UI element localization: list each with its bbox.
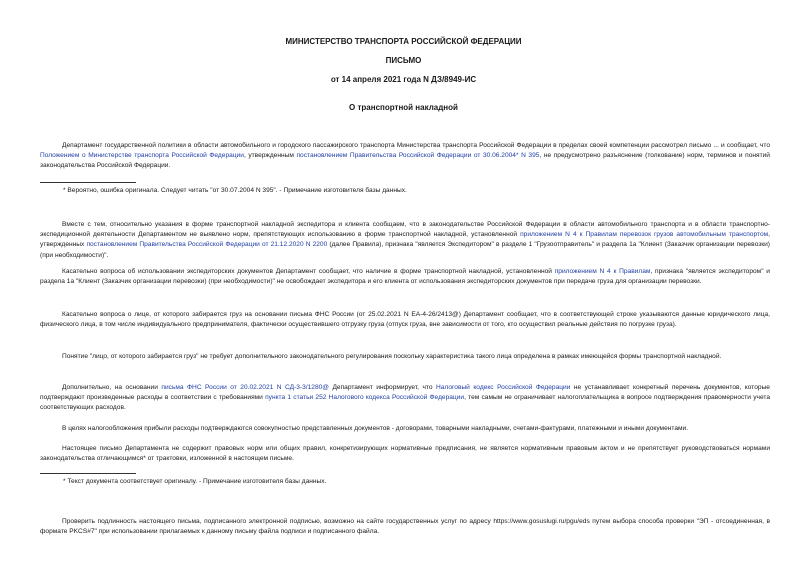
paragraph-7: В целях налогообложения прибыли расходы подтверждаются совокупностью представленных документов - договорами, товарными накладными, счетами-фактурами, платежными и иными документами.: [62, 425, 689, 432]
text-span: Департамент информирует, что: [329, 384, 436, 391]
link-appendix-4[interactable]: приложением N 4 к Правилам: [554, 268, 651, 275]
footnote-2: * Текст документа соответствует оригиналу. - Примечание изготовителя базы данных.: [63, 478, 327, 485]
text-span: , утвержденным: [243, 152, 297, 160]
subject-heading: О транспортной накладной: [349, 103, 458, 112]
paragraph-1: [40, 141, 770, 172]
ministry-heading: МИНИСТЕРСТВО ТРАНСПОРТА РОССИЙСКОЙ ФЕДЕРАЦИИ: [285, 37, 522, 46]
link-decree-2200[interactable]: постановлением Правительства Российской Федерации от 21.12.2020 N 2200: [86, 241, 328, 249]
text-span: , признака "является экспедитором" и раздела 1а "Клиент (Заказчик организации перевозки) (при необходимости)" не освобождает экспедитора и его клиента от использования экспедиторских документов при передаче груза для организации перевозки.: [40, 268, 770, 286]
link-fns-letter[interactable]: письма ФНС России от 20.02.2021 N СД-3-3/1280@: [161, 384, 329, 391]
footnote-rule: [40, 182, 136, 183]
paragraph-6: [40, 383, 770, 414]
doc-type-heading: ПИСЬМО: [385, 56, 422, 65]
paragraph-5: Понятие "лицо, от которого забирается груз" не требует дополнительного законодательного регулирования поскольку характеристика такого лица определена в рамках имеющейся формы транспортной накладной.: [62, 353, 722, 360]
paragraph-2: [40, 220, 770, 261]
text-span: , не предусмотрено разъяснение (толкование) норм, терминов и понятий законодательства Российской Федерации.: [40, 152, 770, 170]
text-span: Касательно вопроса об использовании экспедиторских документов Департамент сообщает, что наличие в форме транспортной накладной, установленной: [62, 268, 555, 275]
link-tax-code-article-252[interactable]: пункта 1 статьи 252 Налогового кодекса Российской Федерации: [265, 394, 465, 402]
link-ministry-regulation[interactable]: Положением о Министерстве транспорта Российской Федерации: [40, 152, 244, 160]
link-decree-395[interactable]: постановлением Правительства Российской Федерации от 30.06.2004* N 395: [296, 152, 540, 160]
footnote-1: * Вероятно, ошибка оригинала. Следует читать "от 30.07.2004 N 395". - Примечание изготовителя базы данных.: [63, 187, 407, 194]
date-number-heading: от 14 апреля 2021 года N ДЗ/8949-ИС: [330, 75, 477, 84]
link-tax-code[interactable]: Налоговый кодекс Российской Федерации: [436, 384, 571, 391]
text-span: Департамент государственной политики в области автомобильного и городского пассажирского транспорта Министерства транспорта Российской Федерации в пределах своей компетенции рассмотрел письмо ... и сообщает, что: [62, 142, 770, 149]
footnote-rule: [40, 473, 136, 474]
text-span: (далее Правила), признака "является Экспедитором" в разделе 1 "Грузоотправитель" и раздела 1а "Клиент (Заказчик организации перевозки) (при необходимости)".: [40, 241, 770, 259]
paragraph-3: [40, 267, 770, 287]
text-span: Вместе с тем, относительно указания в форме транспортной накладной экспедитора и клиента сообщаем, что в законодательстве Российской Федерации в области автомобильного транспорта и в области транспортно-экспедиционной деятельности Департаментом не выявлено норм, препятствующих использованию в форме транспортной накладной, установленной: [40, 221, 770, 239]
text-span: не устанавливает конкретный перечень документов, которые подтверждают произведенные расходы в соответствии с требованиями: [40, 384, 770, 402]
paragraph-9: Проверить подлинность настоящего письма, подписанного электронной подписью, возможно на сайте государственных услуг по адресу https://www.gosuslugi.ru/pgu/eds путем выбора способа проверки "ЭП - отсоединенная, в формате PKCS#7" при использовании прилагаемых к данному письму файла подписи и подписанного файла.: [40, 518, 770, 536]
text-span: , утвержденных: [40, 231, 770, 249]
paragraph-8: Настоящее письмо Департамента не содержит правовых норм или общих правил, конкретизирующих нормативные предписания, не является нормативным правовым актом и не препятствует руководствоваться нормами законодательства отличающимся* от трактовки, изложенной в настоящем письме.: [40, 445, 770, 463]
text-span: , тем самым не ограничивает налогоплательщика в вопросе подтверждения правомерности учета соответствующих расходов.: [40, 394, 771, 412]
paragraph-4: Касательно вопроса о лице, от которого забирается груз на основании письма ФНС России (от 25.02.2021 N ЕА-4-26/2413@) Департамент сообщает, что в соответствующей строке указываются данные юридического лица, физического лица, в том числе индивидуального предпринимателя, фактически осуществившего отгрузку груза (отпуск груза, вне зависимости от того, кто осуществил реальные действия по погрузке груза).: [40, 311, 770, 329]
link-appendix-4-rules[interactable]: приложением N 4 к Правилам перевозок грузов автомобильным транспортом: [520, 231, 769, 239]
text-span: Дополнительно, на основании: [62, 384, 162, 391]
